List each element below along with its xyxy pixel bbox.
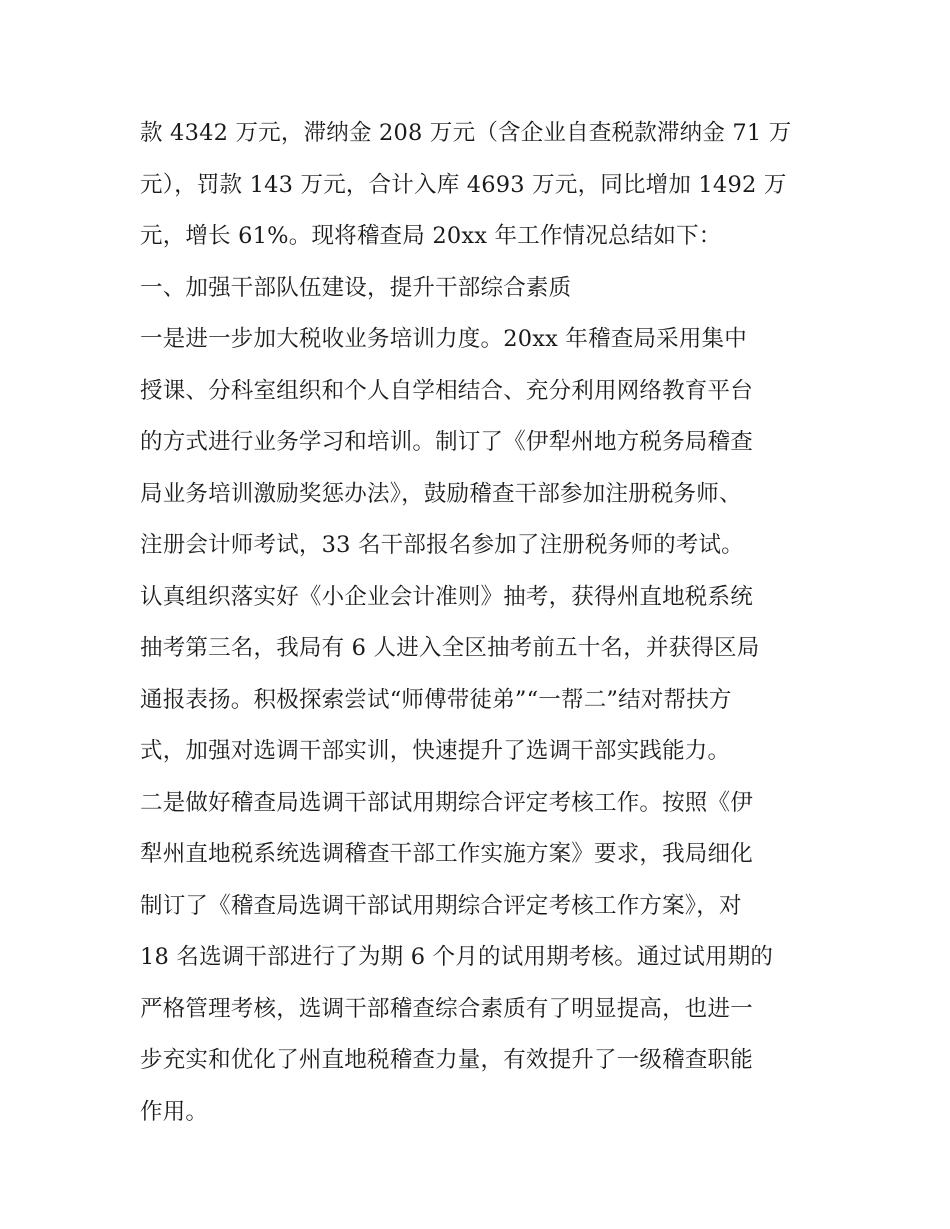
text-line: 元，增长 61%。现将稽查局 20xx 年工作情况总结如下：	[140, 223, 722, 249]
text-line: 二是做好稽查局选调干部试用期综合评定考核工作。按照《伊	[140, 789, 753, 816]
text-line: 严格管理考核，选调干部稽查综合素质有了明显提高，也进一	[140, 995, 753, 1022]
text-line: 步充实和优化了州直地税稽查力量，有效提升了一级稽查职能	[140, 1047, 753, 1073]
text-line: 制订了《稽查局选调干部试用期综合评定考核工作方案》，对	[140, 892, 742, 919]
text-line: 注册会计师考试，33 名干部报名参加了注册税务师的考试。	[140, 532, 744, 558]
text-line: 18 名选调干部进行了为期 6 个月的试用期考核。通过试用期的	[140, 944, 774, 970]
text-line: 款 4342 万元，滞纳金 208 万元（含企业自查税款滞纳金 71 万	[140, 120, 792, 146]
text-line: 式，加强对选调干部实训，快速提升了选调干部实践能力。	[140, 738, 731, 764]
text-line: 的方式进行业务学习和培训。制订了《伊犁州地方税务局稽查	[140, 429, 753, 455]
text-line: 犁州直地税系统选调稽查干部工作实施方案》要求，我局细化	[140, 841, 753, 867]
text-line: 通报表扬。积极探索尝试“师傅带徒弟”“一帮二”结对帮扶方	[140, 686, 732, 713]
body-text	[140, 108, 812, 1138]
text-line: 元），罚款 143 万元，合计入库 4693 万元，同比增加 1492 万	[140, 171, 787, 198]
text-line: 作用。	[140, 1098, 209, 1125]
text-line: 认真组织落实好《小企业会计准则》抽考，获得州直地税系统	[140, 583, 753, 610]
text-line: 一是进一步加大税收业务培训力度。20xx 年稽查局采用集中	[140, 326, 747, 352]
text-line: 抽考第三名，我局有 6 人进入全区抽考前五十名，并获得区局	[140, 635, 760, 661]
text-line: 授课、分科室组织和个人自学相结合、充分利用网络教育平台	[140, 377, 753, 404]
section-heading: 一、加强干部队伍建设，提升干部综合素质	[140, 274, 572, 301]
text-line: 局业务培训激励奖惩办法》，鼓励稽查干部参加注册税务师、	[140, 480, 742, 507]
